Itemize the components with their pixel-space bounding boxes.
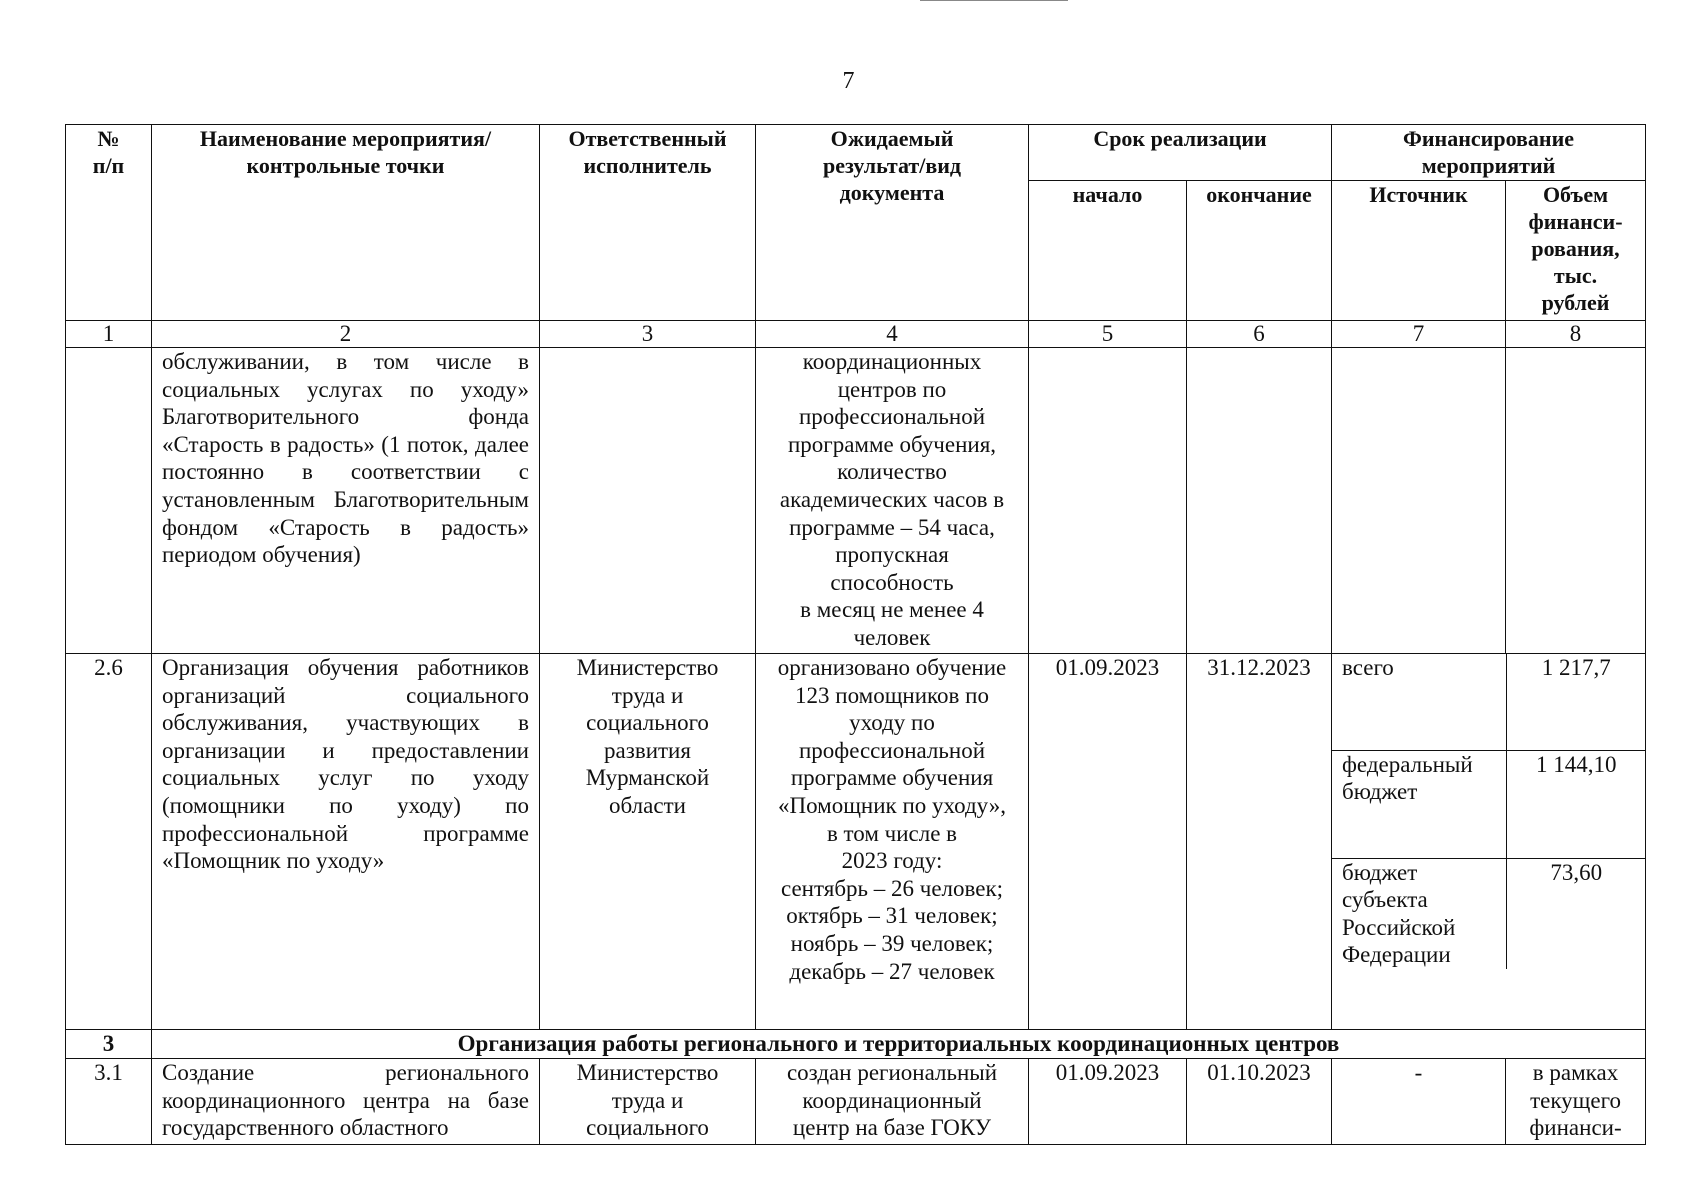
financing-table xyxy=(1332,654,1646,969)
financing-volume: 1 217,7 xyxy=(1506,654,1646,750)
row-volume: в рамках текущего финанси- xyxy=(1506,1059,1646,1145)
row-result: координационных центров по профессиональной программе обучения, количество академических часов в программе – 54 часа, пропускная способность в месяц не менее 4 человек xyxy=(756,348,1029,654)
column-number: 2 xyxy=(152,321,540,348)
section-row-3 xyxy=(66,1030,1646,1059)
row-responsible: Министерство труда и социального развития Мурманской области xyxy=(540,654,756,1030)
column-number: 7 xyxy=(1332,321,1506,348)
column-number-row xyxy=(66,321,1646,348)
column-number: 3 xyxy=(540,321,756,348)
financing-source: бюджет субъекта Российской Федерации xyxy=(1332,858,1506,969)
row-responsible: Министерство труда и социального xyxy=(540,1059,756,1145)
row-start: 01.09.2023 xyxy=(1029,1059,1187,1145)
header-financing: Финансирование мероприятий xyxy=(1332,125,1646,181)
row-result: организовано обучение 123 помощников по уходу по профессиональной программе обучения «Помощник по уходу», в том числе в 2023 году: сентябрь – 26 человек; октябрь – 31 человек; ноябрь – 39 человек; декабрь – 27 человек xyxy=(756,654,1029,1030)
header-num: № п/п xyxy=(66,125,152,321)
row-result: создан региональный координационный центр на базе ГОКУ xyxy=(756,1059,1029,1145)
header-name: Наименование мероприятия/ контрольные точки xyxy=(152,125,540,321)
financing-row xyxy=(1332,654,1646,750)
row-end: 01.10.2023 xyxy=(1187,1059,1332,1145)
row-end xyxy=(1187,348,1332,654)
page-number: 7 xyxy=(842,68,855,94)
section-num: 3 xyxy=(66,1030,152,1059)
row-num: 3.1 xyxy=(66,1059,152,1145)
row-responsible xyxy=(540,348,756,654)
section-title: Организация работы регионального и территориальных координационных центров xyxy=(152,1030,1646,1059)
financing-row xyxy=(1332,858,1646,969)
table-row-continued xyxy=(66,348,1646,654)
row-start xyxy=(1029,348,1187,654)
financing-source: всего xyxy=(1332,654,1506,750)
table-row-3-1 xyxy=(66,1059,1646,1145)
financing-row xyxy=(1332,750,1646,858)
column-number: 4 xyxy=(756,321,1029,348)
financing-volume: 1 144,10 xyxy=(1506,750,1646,858)
header-result: Ожидаемый результат/вид документа xyxy=(756,125,1029,321)
top-rule xyxy=(920,0,1068,1)
row-num: 2.6 xyxy=(66,654,152,1030)
row-source xyxy=(1332,348,1506,654)
financing-block xyxy=(1332,654,1646,1030)
column-number: 8 xyxy=(1506,321,1646,348)
row-source: - xyxy=(1332,1059,1506,1145)
row-volume xyxy=(1506,348,1646,654)
table-row-2-6 xyxy=(66,654,1646,1030)
header-volume: Объем финанси- рования, тыс. рублей xyxy=(1506,181,1646,321)
row-name: обслуживании, в том числе в социальных услугах по уходу» Благотворительного фонда «Старость в радость» (1 поток, далее постоянно в соответствии с установленным Благотворительным фондом «Старость в радость» периодом обучения) xyxy=(152,348,540,654)
financing-source: федеральный бюджет xyxy=(1332,750,1506,858)
row-start: 01.09.2023 xyxy=(1029,654,1187,1030)
row-num xyxy=(66,348,152,654)
row-name: Организация обучения работников организаций социального обслуживания, участвующих в организации и предоставлении социальных услуг по уходу (помощники по уходу) по профессиональной программе «Помощник по уходу» xyxy=(152,654,540,1030)
row-end: 31.12.2023 xyxy=(1187,654,1332,1030)
header-start: начало xyxy=(1029,181,1187,321)
column-number: 1 xyxy=(66,321,152,348)
header-responsible: Ответственный исполнитель xyxy=(540,125,756,321)
action-plan-table xyxy=(65,124,1646,1145)
header-source: Источник xyxy=(1332,181,1506,321)
header-term: Срок реализации xyxy=(1029,125,1332,181)
column-number: 6 xyxy=(1187,321,1332,348)
financing-volume: 73,60 xyxy=(1550,859,1603,885)
row-name: Создание регионального координационного центра на базе государственного областного xyxy=(152,1059,540,1145)
column-number: 5 xyxy=(1029,321,1187,348)
header-end: окончание xyxy=(1187,181,1332,321)
